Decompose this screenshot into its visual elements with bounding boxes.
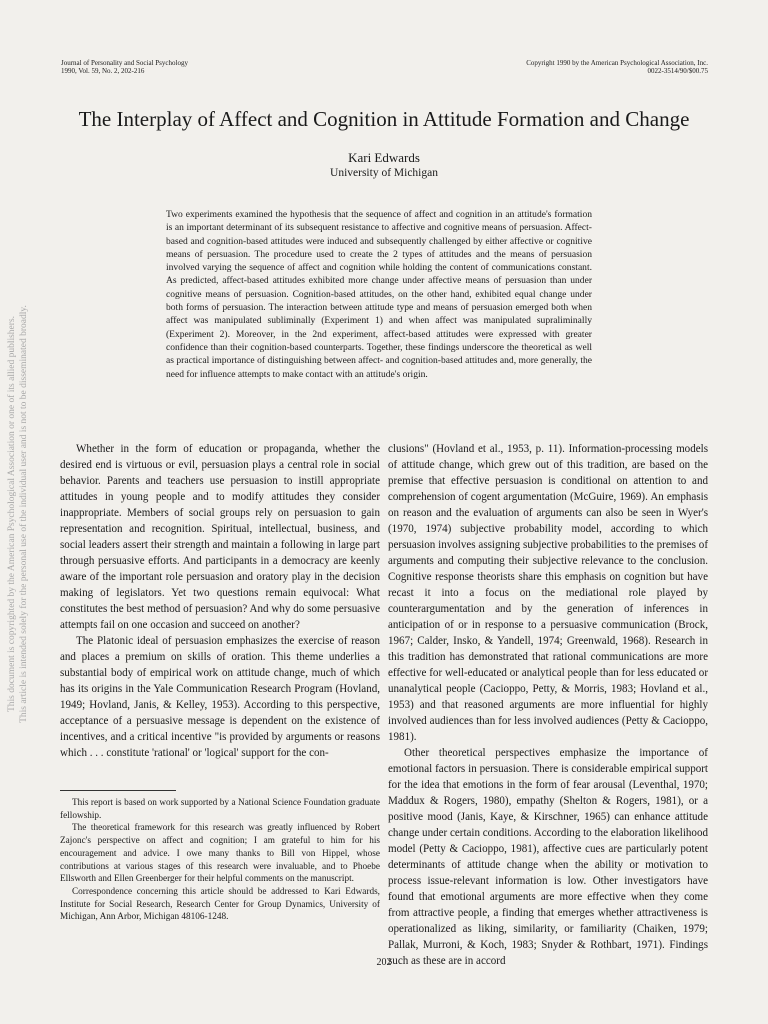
copyright-side-notice (2, 264, 34, 764)
right-column (388, 441, 708, 969)
footnotes (60, 797, 380, 924)
abstract: Two experiments examined the hypothesis that the sequence of affect and cognition in an attitude's formation is an important determinant of its subsequent resistance to affective and cognitive means of persuasion. Affect-based and cognition-based attitudes were induced and subsequently challenged by either affective or cognitive means of persuasion. The procedure used to create the 2 types of attitudes and the means of persuasion involved varying the sequence of affect and cognition while holding the content of communications constant. As predicted, affect-based attitudes exhibited more change under affective means of persuasion than under cognitive means of persuasion. Cognition-based attitudes, on the other hand, exhibited equal change under both forms of persuasion. The interaction between attitude type and means of persuasion emerged both when affect was manipulated subliminally (Experiment 1) and when affect was manipulated supraliminally (Experiment 2). Moreover, in the 2nd experiment, affect-based attitudes were expressed with greater confidence than their cognition-based counterparts. Together, these findings underscore the theoretical as well as practical importance of distinguishing between affect- and cognition-based attitudes and, more generally, the need for influence attempts to make contact with an attitude's origin. (166, 209, 592, 380)
side-notice-line-2: This article is intended solely for the personal use of the individual user and is not to be disseminated broadly. (19, 305, 29, 723)
footnote-acknowledgments: The theoretical framework for this research was greatly influenced by Robert Zajonc's perspective on affect and cognition; I am grateful to him for his encouragement and advice. I owe many thanks to Bill von Hippel, whose contributions at various stages of this research were invaluable, and to Phoebe Ellsworth and Ellen Greenberger for their helpful comments on the manuscript. (60, 823, 380, 885)
page-number: 202 (376, 957, 392, 968)
journal-volume: 1990, Vol. 59, No. 2, 202-216 (61, 67, 145, 75)
left-column (60, 441, 380, 761)
body-paragraph: clusions" (Hovland et al., 1953, p. 11). Information-processing models of attitude change, which grew out of this tradition, are based on the premise that effective persuasion is conditional on attention to and comprehension of cogent argumentation (McGuire, 1969). An emphasis on reason and the evaluation of arguments can also be seen in Wyer's (1970, 1974) subjective probability model, according to which persuasion involves assigning subjective probabilities to the premises of arguments and computing their subjective relevance to the conclusion. Cognitive response theorists share this emphasis on cognition but have recast it into a focus on the mediational role played by counterargumentation and by the generation of inferences in anticipation of or in response to a persuasive communication (Brock, 1967; Calder, Insko, & Yandell, 1974; Greenwald, 1968). Research in this tradition has demonstrated that rational communications are more effective for well-educated or analytical people than for less educated or unanalytical people (Cacioppo, Petty, & Morris, 1983; Hovland et al., 1953) and that reasoned arguments are more influential for highly involved audiences than for less involved audiences (Petty & Cacioppo, 1981). (388, 443, 708, 743)
side-notice-line-1: This document is copyrighted by the American Psychological Association or one of its allied publishers. (7, 315, 17, 713)
journal-name: Journal of Personality and Social Psychology (61, 59, 188, 67)
author-name: Kari Edwards (348, 150, 420, 165)
copyright-notice (526, 59, 708, 75)
author-affiliation: University of Michigan (330, 167, 438, 179)
body-paragraph: Whether in the form of education or propaganda, whether the desired end is virtuous or evil, persuasion plays a central role in social behavior. Parents and teachers use persuasion to instill appropriate attitudes in young people and to modify attitudes they consider inappropriate. Members of social groups rely on persuasion to gain representation and recognition. Spiritual, intellectual, business, and social leaders assert their strength and maintain a following in large part through persuasive efforts. And participants in a democracy are keenly aware of the important role persuasion and oratory play in the decision making of legislators. Yet two questions remain equivocal: What constitutes the best method of persuasion? And why do some persuasive attempts fail on one occasion and succeed on another? (60, 443, 380, 631)
body-paragraph: The Platonic ideal of persuasion emphasizes the exercise of reason and places a premium on skills of oration. This theme underlies a substantial body of empirical work on attitude change, much of which has its origins in the Yale Communication Research Program (Hovland, 1949; Hovland, Janis, & Kelley, 1953). According to this perspective, acceptance of a persuasive message is dependent on the existence of incentives, and a critical incentive "is provided by arguments or reasons which . . . constitute 'rational' or 'logical' support for the con- (60, 635, 380, 759)
journal-citation (61, 59, 188, 75)
article-title: The Interplay of Affect and Cognition in Attitude Formation and Change (78, 107, 690, 131)
footnote-funding: This report is based on work supported by a National Science Foundation graduate fellowship. (60, 798, 380, 821)
footnote-divider (60, 790, 176, 791)
body-paragraph: Other theoretical perspectives emphasize the importance of emotional factors in persuasion. There is considerable empirical support for the idea that emotions in the form of fear arousal (Leventhal, 1970; Maddux & Rogers, 1980), empathy (Shelton & Rogers, 1981), or a positive mood (Janis, Kaye, & Kirschner, 1965) can enhance attitude change under certain conditions. According to the elaboration likelihood model (Petty & Cacioppo, 1981), affective cues are particularly potent determinants of attitude change when the ability or motivation to process issue-relevant information is low. Other investigators have found that emotional arguments are more effective when they come from attractive people, a finding that emerges whether attractiveness is operationalized as liking, similarity, or familiarity (Chaiken, 1979; Pallak, Murroni, & Koch, 1983; Snyder & Rothbart, 1971). Findings such as these are in accord (388, 747, 708, 967)
footnote-correspondence: Correspondence concerning this article should be addressed to Kari Edwards, Institute for Social Research, Research Center for Group Dynamics, University of Michigan, Ann Arbor, Michigan 48106-1248. (60, 886, 380, 923)
copyright-line: Copyright 1990 by the American Psychological Association, Inc. (526, 59, 708, 67)
issn-line: 0022-3514/90/$00.75 (647, 67, 708, 75)
